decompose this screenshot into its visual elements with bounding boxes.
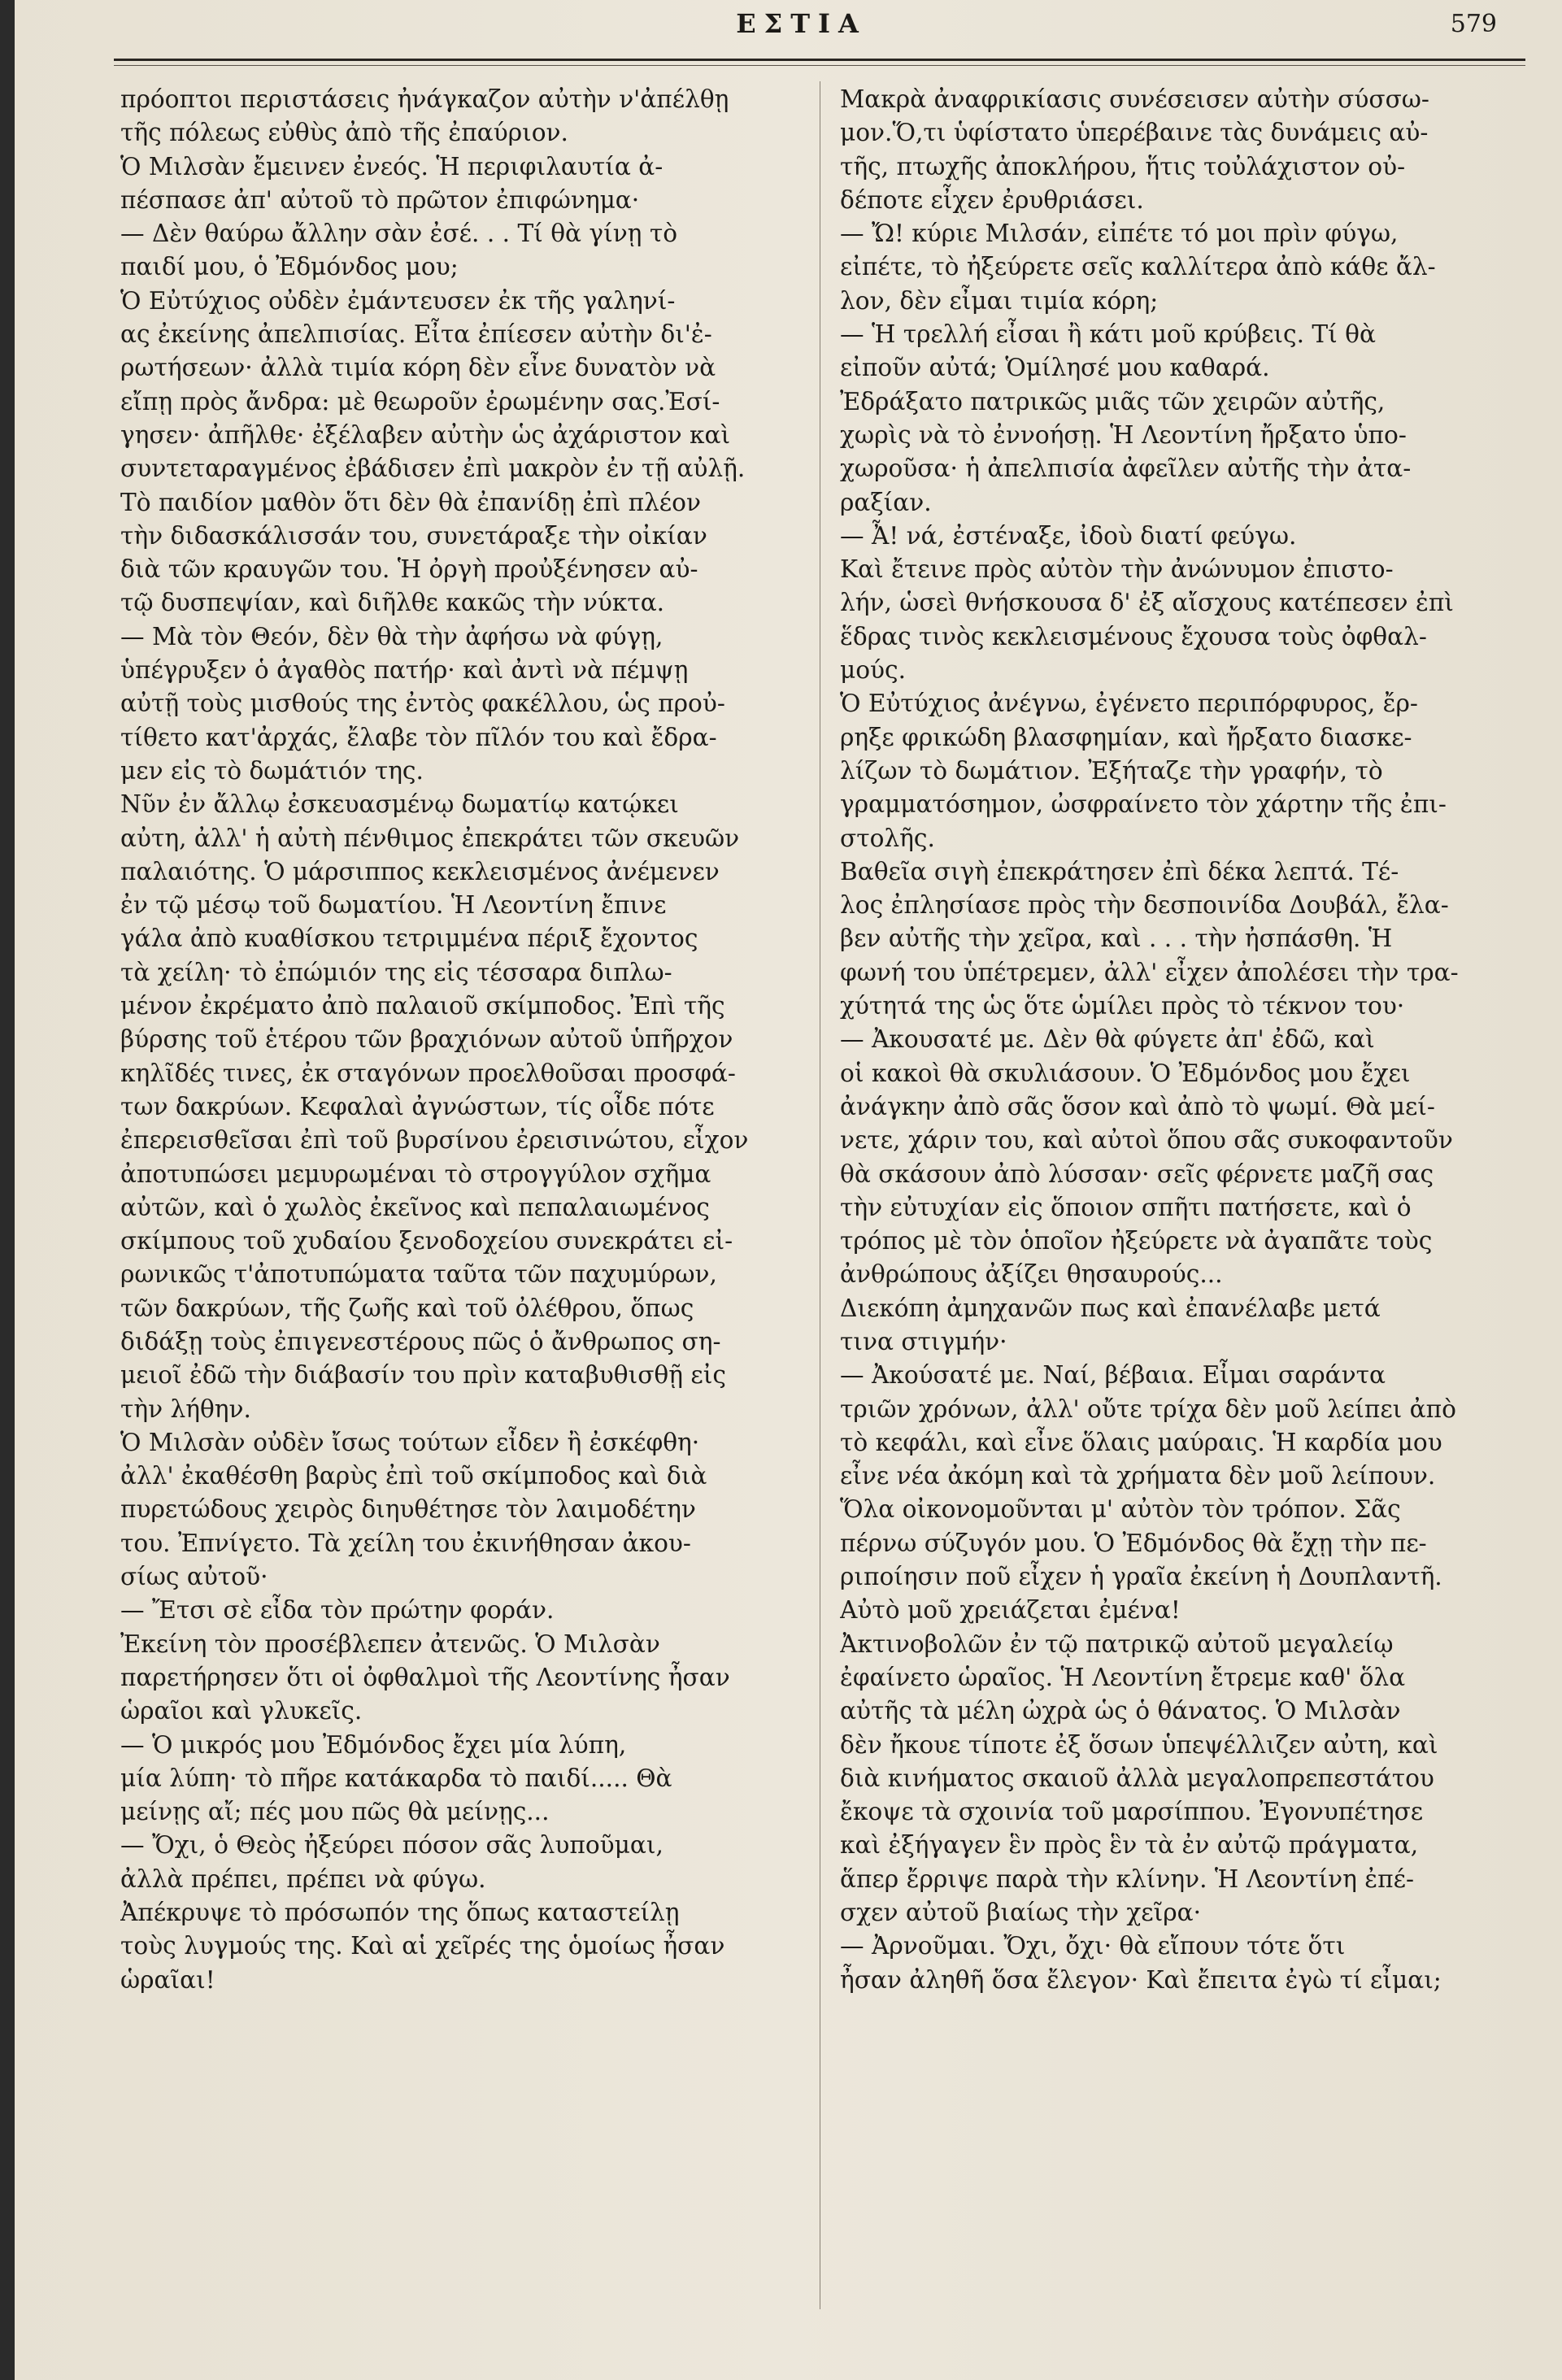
text-line: αὐτῶν, καὶ ὁ χωλὸς ἐκεῖνος καὶ πεπαλαιωμένος xyxy=(120,1193,710,1221)
text-line: Ἀκτινοβολῶν ἐν τῷ πατρικῷ αὐτοῦ μεγαλείῳ xyxy=(840,1629,1394,1658)
text-line: τῆς, πτωχῆς ἀποκλήρου, ἥτις τοὐλάχιστον οὐ- xyxy=(840,152,1406,181)
text-line: νετε, χάριν του, καὶ αὐτοὶ ὅπου σᾶς συκοφαντοῦν xyxy=(840,1126,1453,1155)
text-line: μον.Ὅ,τι ὑφίστατο ὑπερέβαινε τὰς δυνάμεις αὐ- xyxy=(840,119,1429,147)
text-line: — Ὤ! κύριε Μιλσάν, εἰπέτε τό μοι πρὶν φύγω, xyxy=(840,220,1399,248)
text-line: ἀνάγκην ἀπὸ σᾶς ὅσον καὶ ἀπὸ τὸ ψωμί. Θὰ μεί- xyxy=(840,1092,1435,1120)
text-line: ἦσαν ἀληθῆ ὅσα ἔλεγον· Καὶ ἔπειτα ἐγὼ τί εἶμαι; xyxy=(840,1965,1442,1994)
text-line: εἰποῦν αὐτά; Ὁμίλησέ μου καθαρά. xyxy=(840,354,1270,382)
text-line: θὰ σκάσουν ἀπὸ λύσσαν· σεῖς φέρνετε μαζῆ σας xyxy=(840,1160,1434,1188)
text-line: αὐτῆς τὰ μέλη ὠχρὰ ὡς ὁ θάνατος. Ὁ Μιλσὰν xyxy=(840,1697,1401,1725)
text-line: Ὁ Μιλσὰν ἔμεινεν ἐνεός. Ἡ περιφιλαυτία ἀ- xyxy=(120,152,664,181)
text-line: Αὐτὸ μοῦ χρειάζεται ἐμένα! xyxy=(840,1596,1181,1625)
text-line: λήν, ὡσεὶ θνήσκουσα δ' ἐξ αἴσχους κατέπεσεν ἐπὶ xyxy=(840,589,1454,617)
text-line: σίως αὐτοῦ· xyxy=(120,1563,268,1591)
text-line: διδάξῃ τοὺς ἐπιγενεστέρους πῶς ὁ ἄνθρωπος ση- xyxy=(120,1327,721,1355)
text-line: μείνῃς αἴ; πές μου πῶς θὰ μείνῃς... xyxy=(120,1798,550,1826)
text-line: — Ἀκουσατέ με. Δὲν θὰ φύγετε ἀπ' ἐδῶ, καὶ xyxy=(840,1025,1375,1054)
text-line: Μακρὰ ἀναφρικίασις συνέσεισεν αὐτὴν σύσσω- xyxy=(840,85,1429,113)
text-line: — Ὄχι, ὁ Θεὸς ἠξεύρει πόσον σᾶς λυποῦμαι, xyxy=(120,1831,664,1860)
text-line: τῶν δακρύων, τῆς ζωῆς καὶ τοῦ ὀλέθρου, ὅπως xyxy=(120,1294,694,1322)
text-line: Τὸ παιδίον μαθὸν ὅτι δὲν θὰ ἐπανίδῃ ἐπὶ πλέον xyxy=(120,488,701,516)
text-line: Ἀπέκρυψε τὸ πρόσωπόν της ὅπως καταστείλῃ xyxy=(120,1899,680,1927)
text-line: παρετήρησεν ὅτι οἱ ὀφθαλμοὶ τῆς Λεοντίνης ἦσαν xyxy=(120,1663,730,1691)
text-line: Ἐδράξατο πατρικῶς μιᾶς τῶν χειρῶν αὐτῆς, xyxy=(840,387,1386,416)
text-line: λον, δὲν εἶμαι τιμία κόρη; xyxy=(840,286,1159,315)
text-line: ραξίαν. xyxy=(840,488,932,516)
text-line: τρόπος μὲ τὸν ὁποῖον ἠξεύρετε νὰ ἀγαπᾶτε τοὺς xyxy=(840,1227,1433,1255)
text-line: — Ἆ! νά, ἐστέναξε, ἰδοὺ διατί φεύγω. xyxy=(840,521,1297,550)
text-line: τίθετο κατ'ἀρχάς, ἔλαβε τὸν πῖλόν του καὶ ἔδρα- xyxy=(120,723,717,751)
text-line: γάλα ἀπὸ κυαθίσκου τετριμμένα πέριξ ἔχοντος xyxy=(120,925,698,953)
text-line: εἶνε νέα ἀκόμη καὶ τὰ χρήματα δὲν μοῦ λείπουν. xyxy=(840,1462,1436,1490)
text-line: σκίμπους τοῦ χυδαίου ξενοδοχείου συνεκράτει εἰ- xyxy=(120,1227,733,1255)
text-line: — Ἀρνοῦμαι. Ὄχι, ὄχι· θὰ εἴπουν τότε ὅτι xyxy=(840,1932,1346,1960)
text-line: Διεκόπη ἀμηχανῶν πως καὶ ἐπανέλαβε μετά xyxy=(840,1294,1381,1322)
text-line: αὐτη, ἀλλ' ἡ αὐτὴ πένθιμος ἐπεκράτει τῶν σκευῶν xyxy=(120,824,740,852)
text-line: διὰ τῶν κραυγῶν του. Ἡ ὀργὴ προὐξένησεν αὐ- xyxy=(120,555,698,584)
text-line: ἐν τῷ μέσῳ τοῦ δωματίου. Ἡ Λεοντίνη ἔπινε xyxy=(120,891,667,920)
text-line: τὴν λήθην. xyxy=(120,1394,251,1423)
text-line: μένον ἐκρέματο ἀπὸ παλαιοῦ σκίμποδος. Ἐπὶ τῆς xyxy=(120,992,725,1020)
text-line: αὐτῇ τοὺς μισθούς της ἐντὸς φακέλλου, ὡς προὐ- xyxy=(120,690,725,718)
page-header xyxy=(98,5,1505,54)
text-line: ἀλλ' ἐκαθέσθη βαρὺς ἐπὶ τοῦ σκίμποδος καὶ διὰ xyxy=(120,1462,707,1490)
running-title: ΕΣΤΙΑ xyxy=(736,8,867,39)
text-line: τὰ χείλη· τὸ ἐπώμιόν της εἰς τέσσαρα διπλω- xyxy=(120,958,672,986)
text-line: Νῦν ἐν ἄλλῳ ἐσκευασμένῳ δωματίῳ κατῴκει xyxy=(120,790,679,819)
text-line: Ὁ Εὐτύχιος οὐδὲν ἐμάντευσεν ἐκ τῆς γαληνί- xyxy=(120,286,676,315)
text-line: γησεν· ἀπῆλθε· ἐξέλαβεν αὐτὴν ὡς ἀχάριστον καὶ xyxy=(120,420,731,449)
text-line: ρωνικῶς τ'ἀποτυπώματα ταῦτα τῶν παχυμύρων, xyxy=(120,1260,717,1289)
text-line: πέσπασε ἀπ' αὐτοῦ τὸ πρῶτον ἐπιφώνημα· xyxy=(120,185,640,214)
text-line: τὸ κεφάλι, καὶ εἶνε ὅλαις μαύραις. Ἡ καρδία μου xyxy=(840,1428,1442,1456)
text-line: — Δὲν θαύρω ἄλλην σὰν ἐσέ. . . Τί θὰ γίνῃ τὸ xyxy=(120,220,678,248)
text-line: εἴπῃ πρὸς ἄνδρα: μὲ θεωροῦν ἐρωμένην σας.Ἐσί- xyxy=(120,387,720,416)
text-line: τὴν εὐτυχίαν εἰς ὅποιον σπῆτι πατήσετε, καὶ ὁ xyxy=(840,1193,1412,1221)
text-line: ρηξε φρικώδη βλασφημίαν, καὶ ἤρξατο διασκε- xyxy=(840,723,1412,751)
page-number: 579 xyxy=(1450,10,1497,38)
text-line: μειοῖ ἐδῶ τὴν διάβασίν του πρὶν καταβυθισθῇ εἰς xyxy=(120,1361,726,1390)
left-column xyxy=(120,83,799,1997)
text-line: πρόοπτοι περιστάσεις ἠνάγκαζον αὐτὴν ν'ἀπέλθῃ xyxy=(120,85,729,113)
text-line: πέρνω σύζυγόν μου. Ὁ Ἐδμόνδος θὰ ἔχῃ τὴν πε- xyxy=(840,1529,1427,1557)
text-line: μεν εἰς τὸ δωμάτιόν της. xyxy=(120,756,424,785)
text-line: κηλῖδές τινες, ἐκ σταγόνων προελθοῦσαι προσφά- xyxy=(120,1059,736,1087)
text-line: τριῶν χρόνων, ἀλλ' οὔτε τρίχα δὲν μοῦ λείπει ἀπὸ xyxy=(840,1394,1456,1423)
text-line: σχεν αὐτοῦ βιαίως τὴν χεῖρα· xyxy=(840,1899,1201,1927)
text-line: — Μὰ τὸν Θεόν, δὲν θὰ τὴν ἀφήσω νὰ φύγῃ, xyxy=(120,622,664,650)
text-line: χωρὶς νὰ τὸ ἐννοήσῃ. Ἡ Λεοντίνη ἤρξατο ὑπο- xyxy=(840,420,1407,449)
text-line: τὴν διδασκάλισσάν του, συνετάραξε τὴν οἰκίαν xyxy=(120,521,707,550)
text-line: ἔκοψε τὰ σχοινία τοῦ μαρσίππου. Ἐγονυπέτησε xyxy=(840,1798,1424,1826)
text-line: ἀλλὰ πρέπει, πρέπει νὰ φύγω. xyxy=(120,1864,486,1893)
text-line: οἱ κακοὶ θὰ σκυλιάσουν. Ὁ Ἐδμόνδος μου ἔχει xyxy=(840,1059,1411,1087)
text-line: Ὅλα οἰκονομοῦνται μ' αὐτὸν τὸν τρόπον. Σᾶς xyxy=(840,1495,1401,1524)
text-line: ἕδρας τινὸς κεκλεισμένους ἔχουσα τοὺς ὀφθαλ- xyxy=(840,622,1427,650)
right-column xyxy=(840,83,1519,1997)
text-line: Ἐκείνη τὸν προσέβλεπεν ἀτενῶς. Ὁ Μιλσὰν xyxy=(120,1629,660,1658)
text-line: φωνή του ὑπέτρεμεν, ἀλλ' εἶχεν ἀπολέσει τὴν τρα- xyxy=(840,958,1459,986)
text-line: ἅπερ ἔρριψε παρὰ τὴν κλίνην. Ἡ Λεοντίνη ἐπέ- xyxy=(840,1864,1414,1893)
text-line: εἰπέτε, τὸ ἠξεύρετε σεῖς καλλίτερα ἀπὸ κάθε ἄλ- xyxy=(840,253,1436,281)
text-line: λίζων τὸ δωμάτιον. Ἐξήταζε τὴν γραφήν, τὸ xyxy=(840,756,1383,785)
header-rule xyxy=(114,59,1525,61)
text-line: Καὶ ἔτεινε πρὸς αὐτὸν τὴν ἀνώνυμον ἐπιστο- xyxy=(840,555,1394,584)
text-line: — Ὁ μικρός μου Ἐδμόνδος ἔχει μία λύπη, xyxy=(120,1730,627,1759)
text-line: λος ἐπλησίασε πρὸς τὴν δεσποινίδα Δουβάλ, ἔλα- xyxy=(840,891,1449,920)
text-line: δέποτε εἶχεν ἐρυθριάσει. xyxy=(840,185,1144,214)
text-line: ἀποτυπώσει μεμυρωμέναι τὸ στρογγύλον σχῆμα xyxy=(120,1160,711,1188)
text-line: ὑπέγρυξεν ὁ ἀγαθὸς πατήρ· καὶ ἀντὶ νὰ πέμψῃ xyxy=(120,656,689,685)
text-line: μούς. xyxy=(840,656,907,685)
text-line: χωροῦσα· ἡ ἀπελπισία ἀφεῖλεν αὐτῆς τὴν ἀτα- xyxy=(840,455,1412,483)
text-line: παιδί μου, ὁ Ἐδμόνδος μου; xyxy=(120,253,459,281)
text-line: τῆς πόλεως εὐθὺς ἀπὸ τῆς ἐπαύριον. xyxy=(120,119,568,147)
text-line: συντεταραγμένος ἐβάδισεν ἐπὶ μακρὸν ἐν τῇ αὐλῇ. xyxy=(120,455,746,483)
text-line: πυρετώδους χειρὸς διηυθέτησε τὸν λαιμοδέτην xyxy=(120,1495,696,1524)
text-line: — Ἡ τρελλή εἶσαι ἢ κάτι μοῦ κρύβεις. Τί θὰ xyxy=(840,320,1376,349)
text-line: βεν αὐτῆς τὴν χεῖρα, καὶ . . . τὴν ἠσπάσθη. Ἡ xyxy=(840,925,1393,953)
text-line: ἐφαίνετο ὡραῖος. Ἡ Λεοντίνη ἔτρεμε καθ' ὅλα xyxy=(840,1663,1406,1691)
text-line: Βαθεῖα σιγὴ ἐπεκράτησεν ἐπὶ δέκα λεπτά. Τέ- xyxy=(840,857,1399,885)
text-line: ὡραῖοι καὶ γλυκεῖς. xyxy=(120,1697,363,1725)
header-rule-thin xyxy=(114,65,1525,66)
text-line: ρωτήσεων· ἀλλὰ τιμία κόρη δὲν εἶνε δυνατὸν νὰ xyxy=(120,354,716,382)
page-edge xyxy=(0,0,15,2380)
text-line: βύρσης τοῦ ἑτέρου τῶν βραχιόνων αὐτοῦ ὑπῆρχον xyxy=(120,1025,733,1054)
text-line: δὲν ἤκουε τίποτε ἐξ ὅσων ὑπεψέλλιζεν αὐτη, καὶ xyxy=(840,1730,1438,1759)
text-line: τῷ δυσπεψίαν, καὶ διῆλθε κακῶς τὴν νύκτα. xyxy=(120,589,665,617)
text-line: παλαιότης. Ὁ μάρσιππος κεκλεισμένος ἀνέμενεν xyxy=(120,857,720,885)
text-line: των δακρύων. Κεφαλαὶ ἀγνώστων, τίς οἶδε πότε xyxy=(120,1092,715,1120)
text-line: στολῆς. xyxy=(840,824,935,852)
text-line: Ὁ Μιλσὰν οὐδὲν ἴσως τούτων εἶδεν ἢ ἐσκέφθη· xyxy=(120,1428,700,1456)
text-line: διὰ κινήματος σκαιοῦ ἀλλὰ μεγαλοπρεπεστάτου xyxy=(840,1764,1434,1792)
text-line: μία λύπη· τὸ πῆρε κατάκαρδα τὸ παιδί..... Θὰ xyxy=(120,1764,672,1792)
text-line: ριποίησιν ποῦ εἶχεν ἡ γραῖα ἐκείνη ἡ Δουπλαντῆ. xyxy=(840,1563,1442,1591)
text-line: ἐπερεισθεῖσαι ἐπὶ τοῦ βυρσίνου ἐρεισινώτου, εἶχον xyxy=(120,1126,749,1155)
text-line: — Ἀκούσατέ με. Ναί, βέβαια. Εἶμαι σαράντα xyxy=(840,1361,1386,1390)
text-line: τινα στιγμήν· xyxy=(840,1327,1007,1355)
text-line: ας ἐκείνης ἀπελπισίας. Εἶτα ἐπίεσεν αὐτὴν δι'ἐ- xyxy=(120,320,712,349)
text-line: χύτητά της ὡς ὅτε ὡμίλει πρὸς τὸ τέκνον του· xyxy=(840,992,1405,1020)
text-line: Ὁ Εὐτύχιος ἀνέγνω, ἐγένετο περιπόρφυρος, ἔρ- xyxy=(840,690,1418,718)
text-line: καὶ ἐξήγαγεν ἓν πρὸς ἓν τὰ ἐν αὐτῷ πράγματα, xyxy=(840,1831,1419,1860)
text-line: ἀνθρώπους ἀξίζει θησαυρούς... xyxy=(840,1260,1223,1289)
text-line: ὡραῖαι! xyxy=(120,1965,215,1994)
text-line: — Ἔτσι σὲ εἶδα τὸν πρώτην φοράν. xyxy=(120,1596,555,1625)
text-line: του. Ἐπνίγετο. Τὰ χείλη του ἐκινήθησαν ἀκου- xyxy=(120,1529,691,1557)
text-line: γραμματόσημον, ὠσφραίνετο τὸν χάρτην τῆς ἐπι- xyxy=(840,790,1447,819)
text-line: τοὺς λυγμούς της. Καὶ αἱ χεῖρές της ὁμοίως ἦσαν xyxy=(120,1932,725,1960)
